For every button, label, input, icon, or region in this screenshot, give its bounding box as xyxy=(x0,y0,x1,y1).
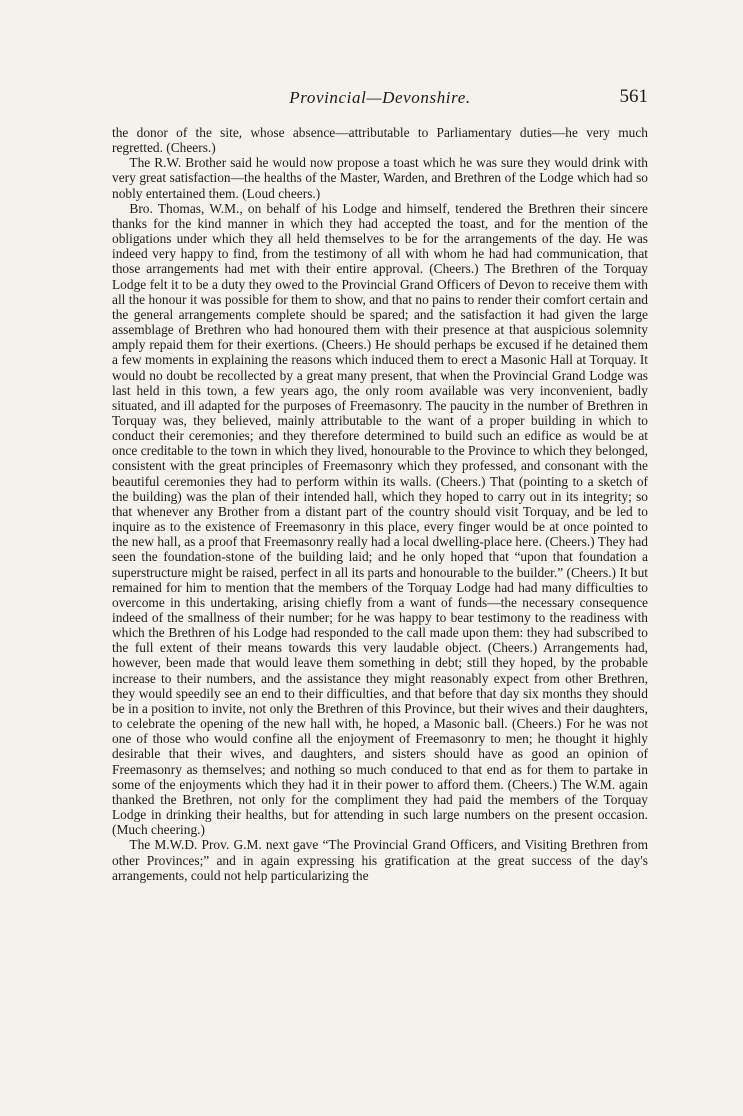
page-number: 561 xyxy=(619,86,648,107)
paragraph-bro-thomas-reply: Bro. Thomas, W.M., on behalf of his Lodge and himself, tendered the Brethren their sincere thanks for the kind manner in which they had accepted the toast, and for the mention of the obligations under which they all held themselves to be for the arrangements of the day. He was indeed very happy to find, from the testimony of all with whom he had had communication, that those arrangements had met with their entire approval. (Cheers.) The Brethren of the Torquay Lodge felt it to be a duty they owed to the Provincial Grand Officers of Devon to receive them with all the honour it was possible for them to show, and that no pains to render their comfort certain and the general arrangements complete should be spared; and the satisfaction it had given the large assemblage of Brethren who had honoured them with their presence at that auspicious solemnity amply repaid them for their exertions. (Cheers.) He should perhaps be excused if he detained them a few moments in explaining the reasons which induced them to erect a Masonic Hall at Torquay. It would no doubt be recollected by a great many present, that when the Provincial Grand Lodge was last held in this town, a few years ago, the only room available was very inconvenient, badly situated, and ill adapted for the purposes of Freemasonry. The paucity in the number of Brethren in Torquay was, they believed, mainly attributable to the want of a proper building in which to conduct their ceremonies; and they therefore determined to build such an edifice as would be at once creditable to the town in which they lived, honourable to the Province to which they belonged, consistent with the great principles of Freemasonry which they professed, and consonant with the beautiful ceremonies they had to perform within its walls. (Cheers.) That (pointing to a sketch of the building) was the plan of their intended hall, which they hoped to carry out in its integrity; so that whenever any Brother from a distant part of the country should visit Torquay, and be led to inquire as to the existence of Freemasonry in this place, every finger would be at once pointed to the new hall, as a proof that Freemasonry really had a local dwelling-place here. (Cheers.) They had seen the foundation-stone of the building laid; and he only hoped that “upon that foundation a superstructure might be raised, perfect in all its parts and honourable to the builder.” (Cheers.) It but remained for him to mention that the members of the Torquay Lodge had had many difficulties to overcome in this undertaking, arising chiefly from a want of funds—the necessary consequence indeed of the smallness of their number; for he was happy to bear testimony to the readiness with which the Brethren of his Lodge had responded to the call made upon them: they had subscribed to the full extent of their means towards this very laudable object. (Cheers.) Arrangements had, however, been made that would leave them something in debt; still they hoped, by the probable increase to their numbers, and the assistance they might reasonably expect from other Brethren, they would speedily see an end to their difficulties, and that before that day six months they should be in a position to invite, not only the Brethren of this Province, but their wives and their daughters, to celebrate the opening of the new hall with, he hoped, a Masonic ball. (Cheers.) For he was not one of those who would confine all the enjoyment of Freemasonry to men; he thought it highly desirable that their wives, and daughters, and sisters should have as good an opinion of Freemasonry as themselves; and nothing so much conduced to that end as for them to partake in some of the enjoyments which they had it in their power to afford them. (Cheers.) The W.M. again thanked the Brethren, not only for the compliment they had paid the members of the Torquay Lodge in drinking their healths, but for attending in such large numbers on the present occasion. (Much cheering.) xyxy=(112,200,648,838)
running-title: Provincial—Devonshire. xyxy=(289,88,471,107)
paragraph-next-toast: The M.W.D. Prov. G.M. next gave “The Provincial Grand Officers, and Visiting Brethren from other Provinces;” and in again expressing his gratification at the great success of the day's arrangements, could not help particularizing the xyxy=(112,837,648,883)
page-header xyxy=(112,86,648,112)
paragraph-toast: The R.W. Brother said he would now propose a toast which he was sure they would drink with very great satisfaction—the healths of the Master, Warden, and Brethren of the Lodge which had so nobly entertained them. (Loud cheers.) xyxy=(112,155,648,201)
paragraph-continued: the donor of the site, whose absence—attributable to Parliamentary duties—he very much regretted. (Cheers.) xyxy=(112,125,648,156)
article-body xyxy=(112,125,648,883)
